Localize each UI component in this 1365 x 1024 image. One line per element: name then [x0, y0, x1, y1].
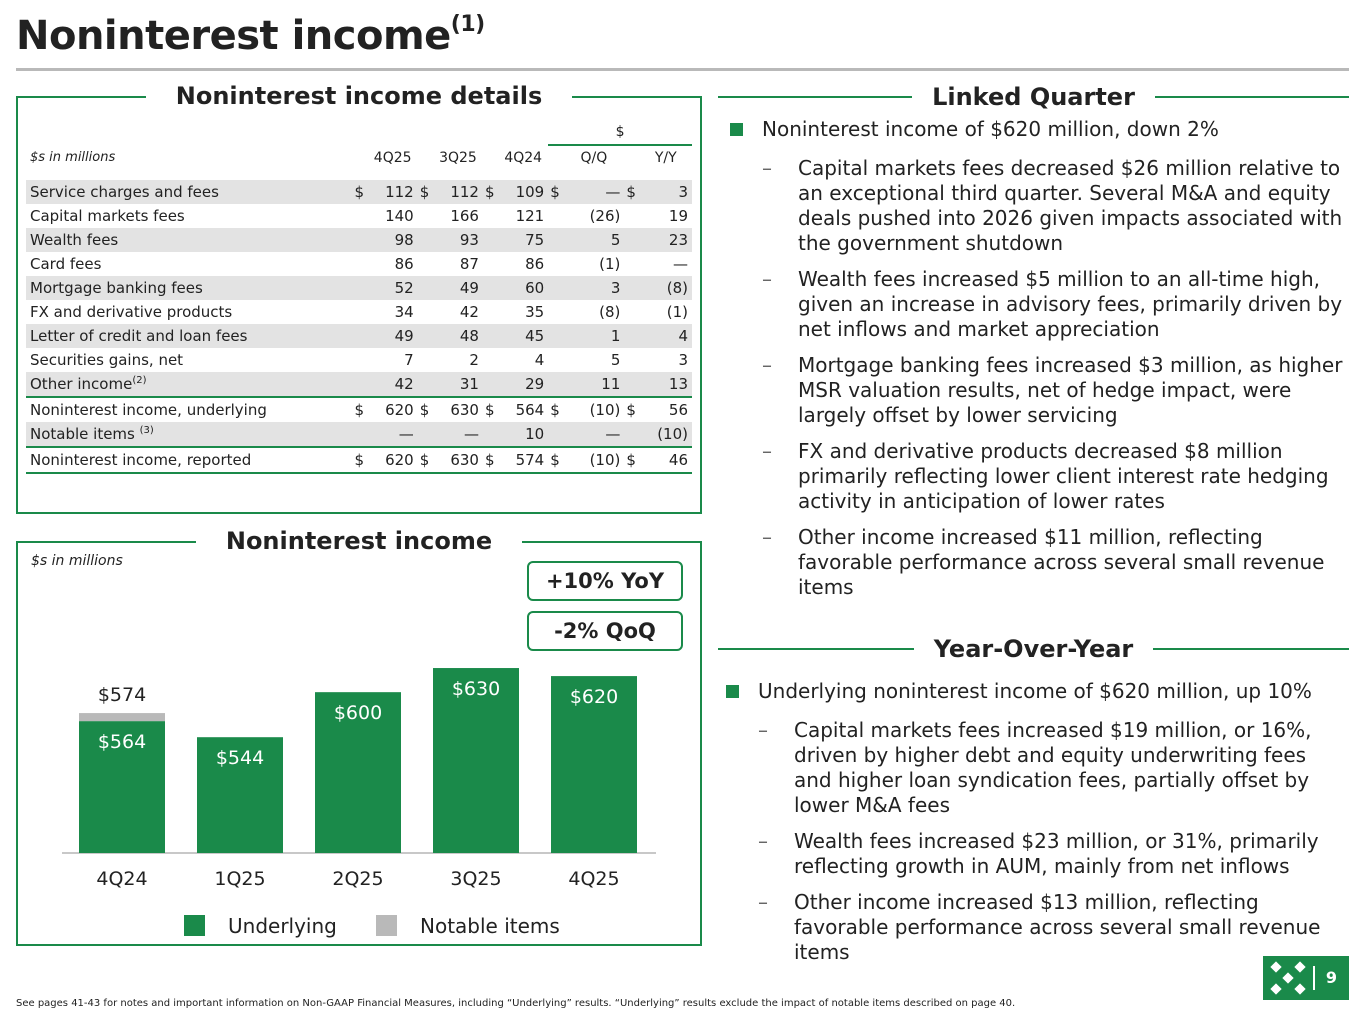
linked-quarter-heading: Linked Quarter: [932, 83, 1135, 111]
dollar-sign: [418, 348, 433, 372]
title-divider: [16, 68, 1349, 71]
table-row: [26, 180, 692, 204]
cell-value: 42: [368, 372, 418, 397]
cell-value: —: [563, 180, 624, 204]
cell-value: 23: [640, 228, 692, 252]
row-label: Letter of credit and loan fees: [26, 324, 352, 348]
row-label: FX and derivative products: [30, 303, 233, 321]
dollar-sign: [624, 276, 639, 300]
cell-value: 2: [469, 351, 479, 369]
dollar-sign: [418, 276, 433, 300]
cell-value: 46: [640, 447, 692, 473]
x-tick-label: 4Q24: [96, 868, 148, 890]
details-table: [26, 120, 692, 474]
dollar-sign: [624, 300, 639, 324]
cell-value: 564: [498, 397, 548, 422]
cell-value: 52: [368, 276, 418, 300]
cell-value: (8): [599, 303, 621, 321]
noninterest-income-chart: [16, 600, 676, 946]
table-row: [26, 447, 692, 473]
cell-value: 4: [534, 351, 545, 369]
dollar-sign: [548, 276, 563, 300]
dollar-sign: [483, 276, 498, 300]
dollar-sign: [418, 422, 433, 447]
dollar-sign: [483, 348, 498, 372]
brand-logo: [1263, 956, 1349, 1000]
dollar-sign: [352, 276, 367, 300]
cell-value: (26): [589, 207, 621, 225]
cell-value: 7: [404, 351, 414, 369]
dollar-sign: [624, 324, 639, 348]
x-tick-label: 4Q25: [568, 868, 620, 890]
dollar-sign: [624, 372, 639, 397]
cell-value: (10): [563, 447, 624, 473]
cell-value: 112: [368, 180, 418, 204]
cell-value: 11: [563, 372, 624, 397]
cell-value: 3: [640, 180, 692, 204]
yoy-heading: Year-Over-Year: [933, 635, 1134, 663]
dollar-sign: [548, 324, 563, 348]
linked-quarter-bullets: [726, 117, 1346, 611]
bar-value-label: $630: [451, 678, 501, 701]
dollar-sign: [548, 422, 563, 447]
dollar-sign: $: [624, 397, 639, 422]
dollar-sign: $: [548, 447, 563, 473]
dollar-change-header: $: [548, 120, 692, 145]
x-tick-label: 3Q25: [450, 868, 502, 890]
legend-swatch-notable: [376, 915, 397, 936]
page-title: Noninterest income$^{(1)}$: [16, 12, 485, 59]
bullet-square-icon: [730, 123, 743, 136]
footnote: See pages 41-43 for notes and important information on Non-GAAP Financial Measures, including “Underlying” results. “Underlying” results exclude the impact of notable items described on page 40.: [16, 998, 1016, 1009]
dollar-sign: [483, 252, 498, 276]
qoq-badge: -2% QoQ: [527, 611, 683, 651]
dollar-sign: [548, 252, 563, 276]
cell-value: 574: [498, 447, 548, 473]
cell-value: 5: [563, 228, 624, 252]
cell-value: 98: [368, 228, 418, 252]
table-header: [26, 145, 692, 170]
cell-value: 121: [515, 207, 545, 225]
sub-bullet: – Capital markets fees decreased $26 million relative to an exceptional third quarter. Several M&A and equity deals pushed into 2026 given impacts associated with the government shutdown: [762, 156, 1343, 255]
cell-value: 620: [368, 447, 418, 473]
dollar-sign: $: [352, 447, 367, 473]
row-label: Securities gains, net: [30, 351, 184, 369]
dash-icon: –: [762, 267, 772, 291]
table-row: [26, 276, 692, 300]
bar-notable-4Q24: [79, 713, 165, 721]
dollar-sign: [418, 372, 433, 397]
dollar-sign: [624, 228, 639, 252]
cell-value: 60: [498, 276, 548, 300]
column-header: 3Q25: [439, 149, 477, 166]
cell-value: (10): [563, 397, 624, 422]
cell-value: 5: [610, 351, 621, 369]
legend-label: Underlying: [228, 914, 337, 938]
dollar-sign: [548, 204, 563, 228]
chart-heading: Noninterest income: [196, 527, 522, 555]
cell-value: 87: [459, 255, 479, 273]
dollar-sign: [418, 228, 433, 252]
cell-value: 630: [433, 397, 483, 422]
cell-value: 49: [433, 276, 483, 300]
logo-icon: [1269, 960, 1309, 996]
legend-swatch-underlying: [184, 915, 205, 936]
sub-bullet: – Other income increased $11 million, reflecting favorable performance across several small revenue items: [762, 525, 1325, 599]
yoy-badge: +10% YoY: [527, 561, 683, 601]
dollar-sign: [352, 204, 367, 228]
row-label: Noninterest income, reported: [26, 447, 352, 473]
cell-value: 93: [433, 228, 483, 252]
dollar-sign: [624, 204, 639, 228]
cell-value: 49: [368, 324, 418, 348]
dollar-sign: [483, 372, 498, 397]
dollar-sign: [548, 228, 563, 252]
dollar-sign: [624, 252, 639, 276]
page-number: 9: [1325, 968, 1337, 987]
cell-value: 42: [459, 303, 479, 321]
cell-value: 19: [668, 207, 688, 225]
table-row: [26, 348, 692, 372]
dash-icon: –: [762, 525, 772, 549]
bar-value-label: $600: [333, 702, 383, 725]
table-group-header: [26, 120, 692, 145]
cell-value: —: [673, 255, 688, 273]
table-row: [26, 228, 692, 252]
cell-value: 29: [498, 372, 548, 397]
table-row: [26, 397, 692, 422]
dash-icon: –: [758, 718, 768, 742]
table-row: [26, 300, 692, 324]
chart-units: $s in millions: [31, 553, 123, 569]
cell-value: 10: [498, 422, 548, 447]
table-row: [26, 324, 692, 348]
dollar-sign: [483, 228, 498, 252]
cell-value: 45: [498, 324, 548, 348]
dollar-sign: $: [624, 447, 639, 473]
cell-value: 1: [563, 324, 624, 348]
sub-bullet: – FX and derivative products decreased $8 million primarily reflecting lower client interest rate hedging activity in anticipation of lower rates: [762, 439, 1329, 513]
cell-value: —: [563, 422, 624, 447]
dollar-sign: [548, 348, 563, 372]
yoy-bullets: [722, 679, 1342, 976]
legend-label: Notable items: [420, 914, 560, 938]
main-bullet: Underlying noninterest income of $620 million, up 10%: [722, 679, 1342, 704]
dash-icon: –: [762, 439, 772, 463]
cell-value: 31: [433, 372, 483, 397]
dollar-sign: $: [418, 180, 433, 204]
row-label: Mortgage banking fees: [26, 276, 352, 300]
column-header: Y/Y: [654, 150, 677, 166]
row-label: Wealth fees: [26, 228, 352, 252]
cell-value: 620: [368, 397, 418, 422]
cell-value: 48: [433, 324, 483, 348]
cell-value: 3: [563, 276, 624, 300]
bar-value-label: $564: [97, 731, 147, 754]
dollar-sign: $: [483, 447, 498, 473]
row-label: Capital markets fees: [30, 207, 185, 225]
cell-value: (8): [640, 276, 692, 300]
dollar-sign: [483, 422, 498, 447]
dollar-sign: $: [352, 180, 367, 204]
cell-value: 166: [450, 207, 479, 225]
dash-icon: –: [758, 890, 768, 914]
cell-value: —: [368, 422, 418, 447]
dollar-sign: [483, 324, 498, 348]
cell-value: 86: [525, 255, 545, 273]
dollar-sign: $: [352, 397, 367, 422]
dollar-sign: $: [418, 397, 433, 422]
dollar-sign: $: [548, 180, 563, 204]
cell-value: (1): [599, 255, 621, 273]
dollar-sign: [548, 372, 563, 397]
cell-value: 109: [498, 180, 548, 204]
logo-separator: [1313, 966, 1315, 990]
dollar-sign: $: [418, 447, 433, 473]
column-header: 4Q24: [504, 149, 543, 166]
dollar-sign: $: [483, 180, 498, 204]
dollar-sign: [352, 228, 367, 252]
table-units: $s in millions: [30, 150, 116, 165]
dollar-sign: [352, 348, 367, 372]
table-row: [26, 252, 692, 276]
cell-value: (10): [640, 422, 692, 447]
yoy-header: [718, 634, 1349, 664]
bar-value-label: $620: [569, 686, 619, 709]
row-label: Noninterest income, underlying: [26, 397, 352, 422]
cell-value: 35: [525, 303, 545, 321]
dollar-sign: [418, 300, 433, 324]
dollar-sign: [352, 422, 367, 447]
dollar-sign: [418, 204, 433, 228]
x-tick-label: 1Q25: [214, 868, 266, 890]
sub-bullet: – Capital markets fees increased $19 million, or 16%, driven by higher debt and equity underwriting fees and higher loan syndication fees, partially offset by lower M&A fees: [758, 718, 1312, 817]
bullet-square-icon: [726, 685, 739, 698]
cell-value: 75: [498, 228, 548, 252]
sub-bullet: – Wealth fees increased $23 million, or 31%, primarily reflecting growth in AUM, mainly from net inflows: [758, 829, 1319, 878]
row-label: Other income$^{(2)}$: [26, 372, 352, 397]
dollar-sign: $: [548, 397, 563, 422]
dollar-sign: [418, 252, 433, 276]
dollar-sign: [624, 422, 639, 447]
dollar-sign: $: [624, 180, 639, 204]
linked-quarter-header: [718, 82, 1349, 112]
row-label: Service charges and fees: [26, 180, 352, 204]
dash-icon: –: [758, 829, 768, 853]
cell-value: 56: [640, 397, 692, 422]
cell-value: 3: [678, 351, 688, 369]
sub-bullet: – Wealth fees increased $5 million to an all-time high, given an increase in advisory fees, primarily driven by net inflows and market appreciation: [762, 267, 1343, 341]
row-label: Card fees: [30, 255, 102, 273]
cell-value: 86: [394, 255, 414, 273]
x-tick-label: 2Q25: [332, 868, 384, 890]
cell-value: 140: [385, 207, 414, 225]
cell-value: 4: [640, 324, 692, 348]
column-header: 4Q25: [373, 149, 412, 166]
dollar-sign: [352, 300, 367, 324]
cell-value: 34: [394, 303, 414, 321]
dollar-sign: [483, 300, 498, 324]
sub-bullet: – Other income increased $13 million, reflecting favorable performance across several small revenue items: [758, 890, 1321, 964]
sub-bullet: – Mortgage banking fees increased $3 million, as higher MSR valuation results, net of hedge impact, were largely offset by lower servicing: [762, 353, 1343, 427]
dollar-sign: [352, 372, 367, 397]
row-label: Notable items $^{(3)}$: [26, 422, 352, 447]
table-row: [26, 204, 692, 228]
table-row: [26, 372, 692, 397]
details-heading: Noninterest income details: [146, 82, 572, 110]
cell-value: —: [433, 422, 483, 447]
table-row: [26, 422, 692, 447]
cell-value: 630: [433, 447, 483, 473]
dash-icon: –: [762, 353, 772, 377]
dollar-sign: $: [483, 397, 498, 422]
dash-icon: –: [762, 156, 772, 180]
dollar-sign: [548, 300, 563, 324]
bar-value-label: $544: [215, 747, 265, 770]
dollar-sign: [624, 348, 639, 372]
dollar-sign: [418, 324, 433, 348]
main-bullet: Noninterest income of $620 million, down 2%: [726, 117, 1346, 142]
dollar-sign: [352, 252, 367, 276]
cell-value: 112: [433, 180, 483, 204]
column-header: Q/Q: [580, 150, 608, 166]
dollar-sign: [352, 324, 367, 348]
cell-value: (1): [666, 303, 688, 321]
bar-total-label: $574: [97, 684, 147, 707]
dollar-sign: [483, 204, 498, 228]
cell-value: 13: [640, 372, 692, 397]
